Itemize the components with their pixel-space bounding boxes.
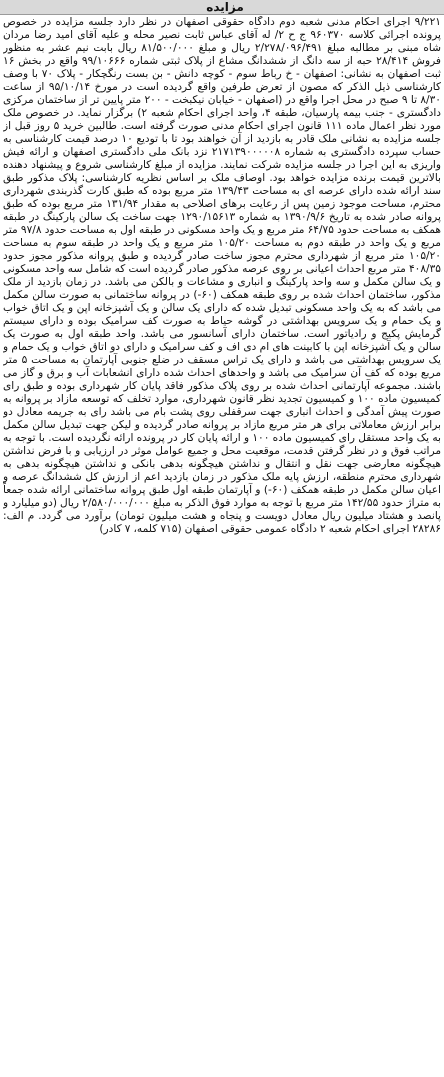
notice-body-text: ۹/۲۲۱ اجرای احکام مدنی شعبه دوم دادگاه حقوقی اصفهان در نظر دارد جلسه مزایده در خصوص پرونده اجرائی کلاسه ۹۶۰۳۷۰ ج ح ۲/ له آقای عباس ثابت نصیر محله و علیه آقای امید رضا مردان شاه مبنی بر مطالبه مبلغ ۲/۲۷۸/۰۹۶/۴۹۱ ریال و مبلغ ۸۱/۵۰۰/۰۰۰ ریال بابت نیم عشر به منظور فروش ۲۸/۴۱۴ حبه از سه دانگ از ششدانگ مشاع از پلاک ثبتی شماره ۹۹/۱۰۶۶۶ واقع در بخش ۱۶ ثبت اصفهان به نشانی: اصفهان - خ رباط سوم - کوچه دانش - بن بست رنگچکار - پلاک ۷۰ با وصف کارشناسی ذیل الذکر که مصون از تعرض طرفین واقع گردیده است در مورخ ۹۵/۱۰/۱۴ از ساعت ۸/۳۰ تا ۹ صبح در محل اجرا واقع در (اصفهان - خیابان نیکبخت - ۲۰۰ متر پایین تر از ساختمان مرکزی دادگستری - جنب بیمه پارسیان، طبقه ۴، واحد اجرای احکام شعبه ۲) برگزار نماید. در خصوص ملک مورد نظر اعمال ماده ۱۱۱ قانون اجرای احکام مدنی صورت گرفته است. طالبین خرید ۵ روز قبل از جلسه مزایده به نشانی ملک قادر به بازدید از آن خواهند بود تا با تودیع ۱۰ درصد قیمت کارشناسی به حساب سپرده دادگستری به شماره ۲۱۷۱۳۹۰۰۰۰۰۸ نزد بانک ملی دادگستری اصفهان و ارائه فیش واریزی به این اجرا در جلسه مزایده شرکت نمایند. مزایده از مبلغ کارشناسی شروع و پیشنهاد دهنده بالاترین قیمت برنده مزایده خواهد بود. اوصاف ملک بر اساس نظریه کارشناسی: پلاک مذکور طبق سند ارائه شده دارای عرصه ای به مساحت ۱۳۹/۴۳ متر مربع بوده که طبق کارت گذربندی شهرداری محترم، مساحت موجود زمین پس از رعایت برهای اصلاحی به مقدار ۱۳۱/۹۴ متر مربع بوده که طبق پروانه صادر شده به تاریخ ۱۳۹۰/۹/۶ به شماره ۱۲۹۰/۱۵۶۱۳ جهت ساخت یک سالن پارکینگ در طبقه همکف به مساحت حدود ۶۴/۷۵ متر مربع و یک واحد مسکونی در طبقه اول به مساحت حدود ۹۷/۸ متر مربع و یک واحد در طبقه دوم به مساحت ۱۰۵/۲۰ متر مربع و یک واحد در طبقه سوم به مساحت ۱۰۵/۲۰ متر مربع از شهرداری محترم مجوز ساخت صادر گردیده و طبق پروانه مذکور مجوز حدود ۴۰۸/۳۵ متر مربع احداث اعیانی بر روی عرصه مذکور صادر گردیده است که شامل سه واحد مسکونی و یک سالن مکمل و سه واحد پارکینگ و انباری و مشاعات و بالکن می باشد. در زمان بازدید از ملک مذکور، ساختمان احداث شده بر روی طبقه همکف (۶۰-) در پروانه ساختمانی به صورت سالن مکمل می باشد که به یک واحد مسکونی تبدیل شده که دارای یک سالن و یک آشپزخانه اپن و یک اتاق خواب و یک حمام و یک سرویس بهداشتی در گوشه حیاط به صورت کف سرامیک بوده و دارای سیستم گرمایش پکیج و رادیاتور است. ساختمان دارای آسانسور می باشد. واحد طبقه اول به صورت یک سالن و یک آشپزخانه اپن با کابینت های ام دی اف و کف سرامیک و دارای دو اتاق خواب و یک حمام و یک سرویس بهداشتی می باشد و دارای یک تراس مسقف در ضلع جنوبی آپارتمان به مساحت ۵ متر مربع بوده که کف آن سرامیک می باشد و واحدهای احداث شده دارای انشعابات آب و برق و گاز می باشند. مجموعه آپارتمانی احداث شده بر روی پلاک مذکور فاقد پایان کار شهرداری بوده و طبق رای کمیسیون ماده ۱۰۰ و کمیسیون تجدید نظر قانون شهرداری، موارد تخلف که توسعه مازاد بر پروانه به صورت پیش آمدگی و احداث انباری جهت سرقفلی روی پشت بام می باشد رای به جریمه معادل دو برابر ارزش معاملاتی برای هر متر مربع مازاد بر پروانه صادر گردیده و لیکن جهت تبدیل سالن مکمل به یک واحد مستقل رای کمیسیون ماده ۱۰۰ و ارائه پایان کار در پرونده ارائه نگردیده است. با توجه به مراتب فوق و در نظر گرفتن قدمت، موقعیت محل و جمیع عوامل موثر در ارزیابی و با فرض نداشتن هیچگونه معارضی جهت نقل و انتقال و نداشتن هیچگونه بدهی بانکی و نداشتن هیچگونه بدهی به شهرداری محترم منطقه، ارزش پایه ملک مذکور در زمان بازدید اعم از ارزش کل ششدانگ عرصه و اعیان سالن مکمل در طبقه همکف (۶۰-) و آپارتمان طبقه اول طبق پروانه ساختمانی ارائه شده جمعاً به متراژ حدود ۱۴۲/۵۵ متر مربع با توجه به موارد فوق الذکر به مبلغ ۲/۵۸۰/۰۰۰/۰۰۰ ریال (دو میلیارد و پانصد و هشتاد میلیون ریال معادل دویست و پنجاه و هشت میلیون تومان) برآورد می گردد. م الف: ۲۸۲۸۶ اجرای احکام شعبه ۲ دادگاه عمومی حقوقی اصفهان (۷۱۵ کلمه، ۷ کادر) [3,16,441,535]
notice-heading: مزایده [206,0,244,14]
